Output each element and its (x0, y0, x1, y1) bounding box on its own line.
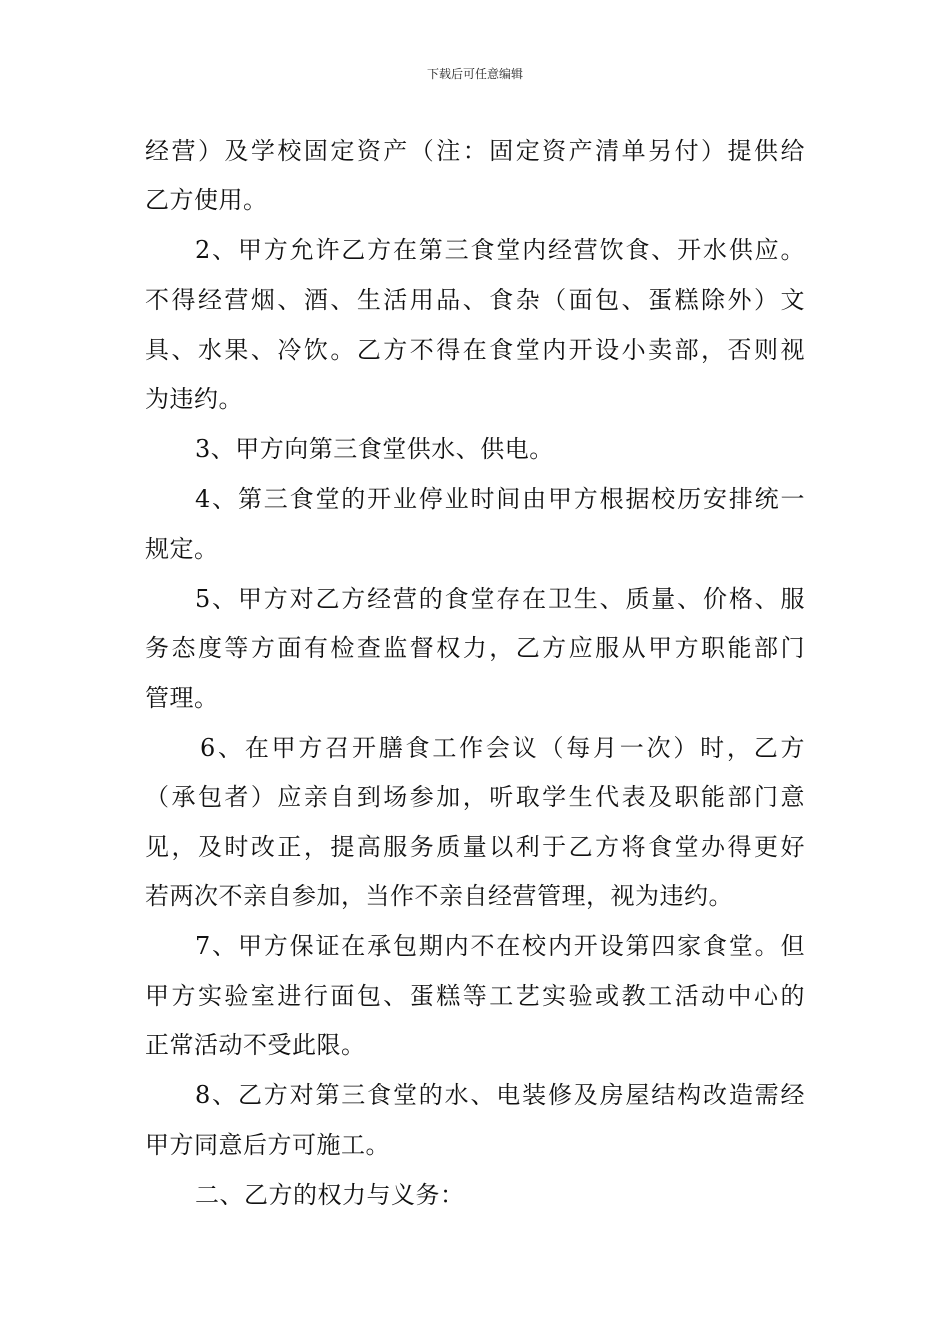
text-line: 4、第三食堂的开业停业时间由甲方根据校历安排统一 (195, 485, 805, 513)
text-line: 7、甲方保证在承包期内不在校内开设第四家食堂。但 (195, 932, 805, 960)
text-line: 具、水果、冷饮。乙方不得在食堂内开设小卖部，否则视 (145, 336, 805, 364)
text-line: 见，及时改正，提高服务质量以利于乙方将食堂办得更好 (145, 833, 805, 861)
text-line: （承包者）应亲自到场参加，听取学生代表及职能部门意 (145, 783, 805, 811)
text-line: 甲方同意后方可施工。 (145, 1131, 390, 1159)
text-line: 正常活动不受此限。 (145, 1031, 366, 1059)
text-line: 8、乙方对第三食堂的水、电装修及房屋结构改造需经 (195, 1081, 805, 1109)
text-line: 乙方使用。 (145, 186, 268, 214)
text-line: 甲方实验室进行面包、蛋糕等工艺实验或教工活动中心的 (145, 982, 805, 1010)
text-line: 3、甲方向第三食堂供水、供电。 (195, 435, 554, 463)
text-line: 为违约。 (145, 385, 243, 413)
page-header-note: 下载后可任意编辑 (426, 67, 523, 81)
text-line: 规定。 (145, 535, 219, 563)
text-line: 务态度等方面有检查监督权力，乙方应服从甲方职能部门 (145, 634, 805, 662)
text-line: 若两次不亲自参加，当作不亲自经营管理，视为违约。 (145, 882, 733, 910)
text-line: 经营）及学校固定资产（注：固定资产清单另付）提供给 (145, 137, 805, 165)
text-line: 6、在甲方召开膳食工作会议（每月一次）时，乙方 (200, 734, 805, 762)
section-heading: 二、乙方的权力与义务： (195, 1181, 465, 1209)
text-line: 不得经营烟、酒、生活用品、食杂（面包、蛋糕除外）文 (145, 286, 805, 314)
text-line: 5、甲方对乙方经营的食堂存在卫生、质量、价格、服 (195, 585, 805, 613)
text-line: 管理。 (145, 684, 219, 712)
text-line: 2、甲方允许乙方在第三食堂内经营饮食、开水供应。 (195, 236, 805, 264)
